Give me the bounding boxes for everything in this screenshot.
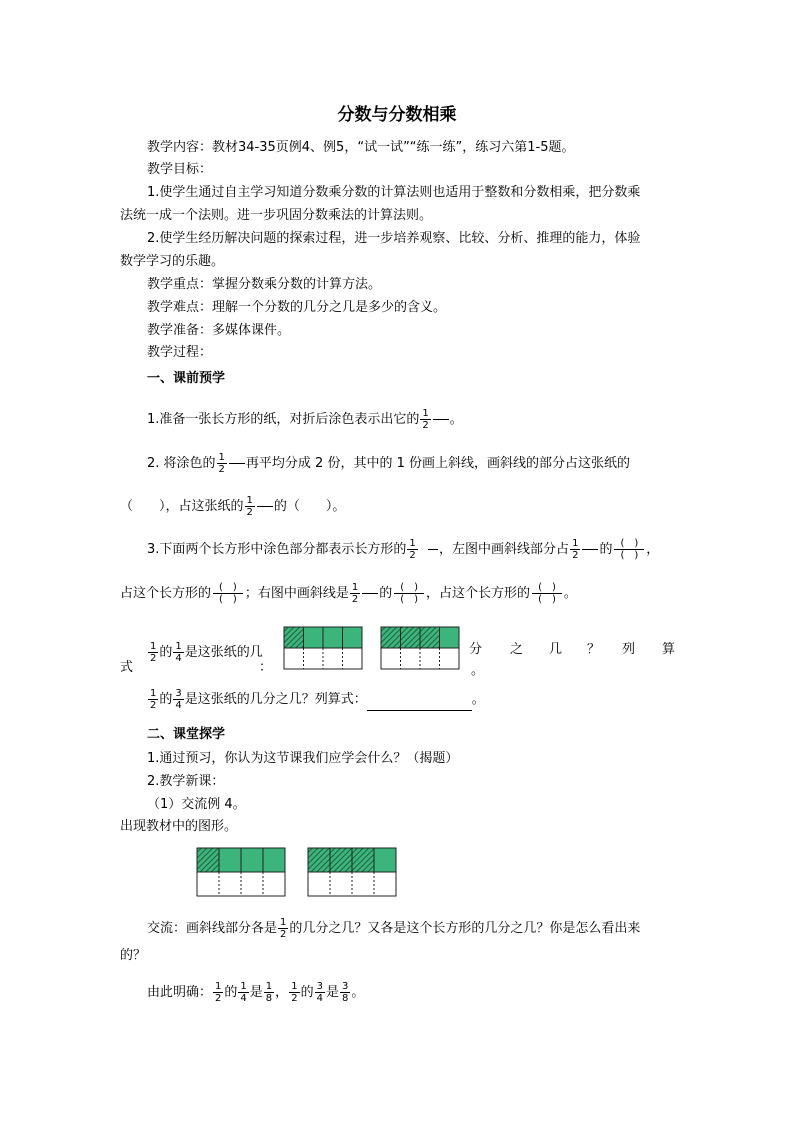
section-2-item-1: 1.通过预习，你认为这节课我们应学会什么？（揭题） <box>147 751 459 766</box>
goal2-line-b: 数学学习的乐趣。 <box>120 254 225 269</box>
fraction: $\frac{1}{4}$ <box>175 641 182 664</box>
goal2-line-a: 2.使学生经历解决问题的探索过程，进一步培养观察、比较、分析、推理的能力，体验 <box>147 231 641 246</box>
question-4-shi: 式 <box>120 660 134 675</box>
goal1-line-b: 法统一成一个法则。进一步巩固分数乘法的计算法则。 <box>120 208 433 223</box>
section-2-item-2: 2.教学新课： <box>147 774 225 789</box>
fraction: $\frac{1}{2}$ <box>422 408 429 431</box>
key-text: 掌握分数乘分数的计算方法。 <box>212 277 382 292</box>
key-line <box>147 277 381 293</box>
hard-label: 教学难点： <box>147 300 213 315</box>
question-4-tail-word-1: 之 <box>510 642 524 657</box>
question-5: $\frac{1}{2}$ 的 $\frac{3}{4}$ 是这张纸的几分之几？列算式： 。 <box>150 688 485 711</box>
blank-fraction: $\frac{( )}{( )}$ <box>532 582 562 605</box>
question-4-tail-word-3: ？ <box>587 642 601 657</box>
question-4-end: 。 <box>471 663 485 678</box>
question-4-tail-word-0: 分 <box>469 642 483 657</box>
hatched-cell <box>420 627 440 648</box>
content-label: 教学内容： <box>147 140 213 155</box>
conclusion: 由此明确： $\frac{1}{2}$ 的 $\frac{1}{4}$ 是 $\frac{1}{8}$ ， $\frac{1}{2}$ 的 $\frac{3}{4}$ 是 $\frac{3}{8}$ 。 <box>147 981 365 1004</box>
fraction-rectangle <box>307 847 397 897</box>
discussion-line-b: 的？ <box>120 948 147 963</box>
question-4-tail-word-5: 算 <box>662 642 676 657</box>
fraction-rectangle <box>196 847 286 897</box>
section-2-item-3: （1）交流例 4。 <box>147 797 246 812</box>
fraction: $\frac{1}{2}$ <box>280 917 287 940</box>
goals-label: 教学目标： <box>147 162 213 177</box>
hatched-cell <box>352 848 374 872</box>
fraction-rectangle <box>380 626 460 670</box>
question-4-tail-word-2: 几 <box>549 642 563 657</box>
hatched-cell <box>284 627 304 648</box>
question-3-line-a: 3.下面两个长方形中涂色部分都表示长方形的 $\frac{1}{2}$ ，左图中画斜线部分占 $\frac{1}{2}$ 的 $\frac{( )}{( )}$ ， <box>147 538 660 561</box>
process-label: 教学过程： <box>147 345 213 360</box>
figure-top-right <box>380 626 460 670</box>
fraction: $\frac{1}{2}$ <box>246 495 253 518</box>
blank-fraction: $\frac{( )}{( )}$ <box>394 582 424 605</box>
question-3-line-b: 占这个长方形的 $\frac{( )}{( )}$ ；右图中画斜线是 $\frac{1}{2}$ 的 $\frac{( )}{( )}$ ，占这个长方形的 $\frac{( )}{( )}$ 。 <box>120 582 577 605</box>
fraction: $\frac{3}{4}$ <box>175 688 182 711</box>
key-label: 教学重点： <box>147 277 213 292</box>
hatched-cell <box>381 627 401 648</box>
question-1: 1.准备一张长方形的纸，对折后涂色表示出它的 $\frac{1}{2}$ 。 <box>147 408 463 431</box>
goal1-line-a: 1.使学生通过自主学习知道分数乘分数的计算法则也适用于整数和分数相乘，把分数乘 <box>147 185 641 200</box>
section-2-item-4: 出现教材中的图形。 <box>120 819 238 834</box>
section-2-heading: 二、课堂探学 <box>147 727 226 742</box>
prep-label: 教学准备： <box>147 323 213 338</box>
discussion-line-a: 交流：画斜线部分各是 $\frac{1}{2}$ 的几分之几？又各是这个长方形的几分之几？你是怎么看出来 <box>147 917 641 940</box>
fraction: $\frac{1}{2}$ <box>351 582 359 605</box>
question-2-line-a: 2. 将涂色的 $\frac{1}{2}$ 再平均分成 2 份，其中的 1 份画上斜线，画斜线的部分占这张纸的 <box>147 452 630 475</box>
hatched-cell <box>308 848 330 872</box>
question-2-line-b: （ ），占这张纸的 $\frac{1}{2}$ 的（ ）。 <box>120 495 346 518</box>
hatched-cell <box>401 627 421 648</box>
prep-line <box>147 323 290 339</box>
content-line <box>147 140 575 156</box>
figure-bottom-right <box>307 847 397 897</box>
fraction: $\frac{1}{2}$ <box>218 452 225 475</box>
hard-text: 理解一个分数的几分之几是多少的含义。 <box>212 300 447 315</box>
fraction: $\frac{1}{2}$ <box>150 688 157 711</box>
hard-line <box>147 300 446 316</box>
blank-fraction: $\frac{( )}{( )}$ <box>614 538 644 561</box>
hatched-cell <box>330 848 352 872</box>
blank-fraction: $\frac{( )}{( )}$ <box>213 582 243 605</box>
question-4-colon: ： <box>259 660 273 675</box>
fraction-rectangle <box>283 626 363 670</box>
question-4-tail-word-4: 列 <box>622 642 636 657</box>
fraction: $\frac{1}{2}$ <box>150 641 157 664</box>
fraction: $\frac{1}{2}$ <box>409 538 416 561</box>
hatched-cell <box>197 848 219 872</box>
page-title: 分数与分数相乘 <box>337 105 457 125</box>
section-1-heading: 一、课前预学 <box>147 371 226 386</box>
figure-top-left <box>283 626 363 670</box>
question-4: $\frac{1}{2}$ 的 $\frac{1}{4}$ 是这张纸的几 <box>150 641 263 664</box>
content-text: 教材34-35页例4、例5，“试一试”“练一练”，练习六第1-5题。 <box>212 140 575 155</box>
prep-text: 多媒体课件。 <box>212 323 291 338</box>
figure-bottom-left <box>196 847 286 897</box>
answer-blank[interactable] <box>367 698 472 711</box>
fraction: $\frac{1}{2}$ <box>572 538 579 561</box>
